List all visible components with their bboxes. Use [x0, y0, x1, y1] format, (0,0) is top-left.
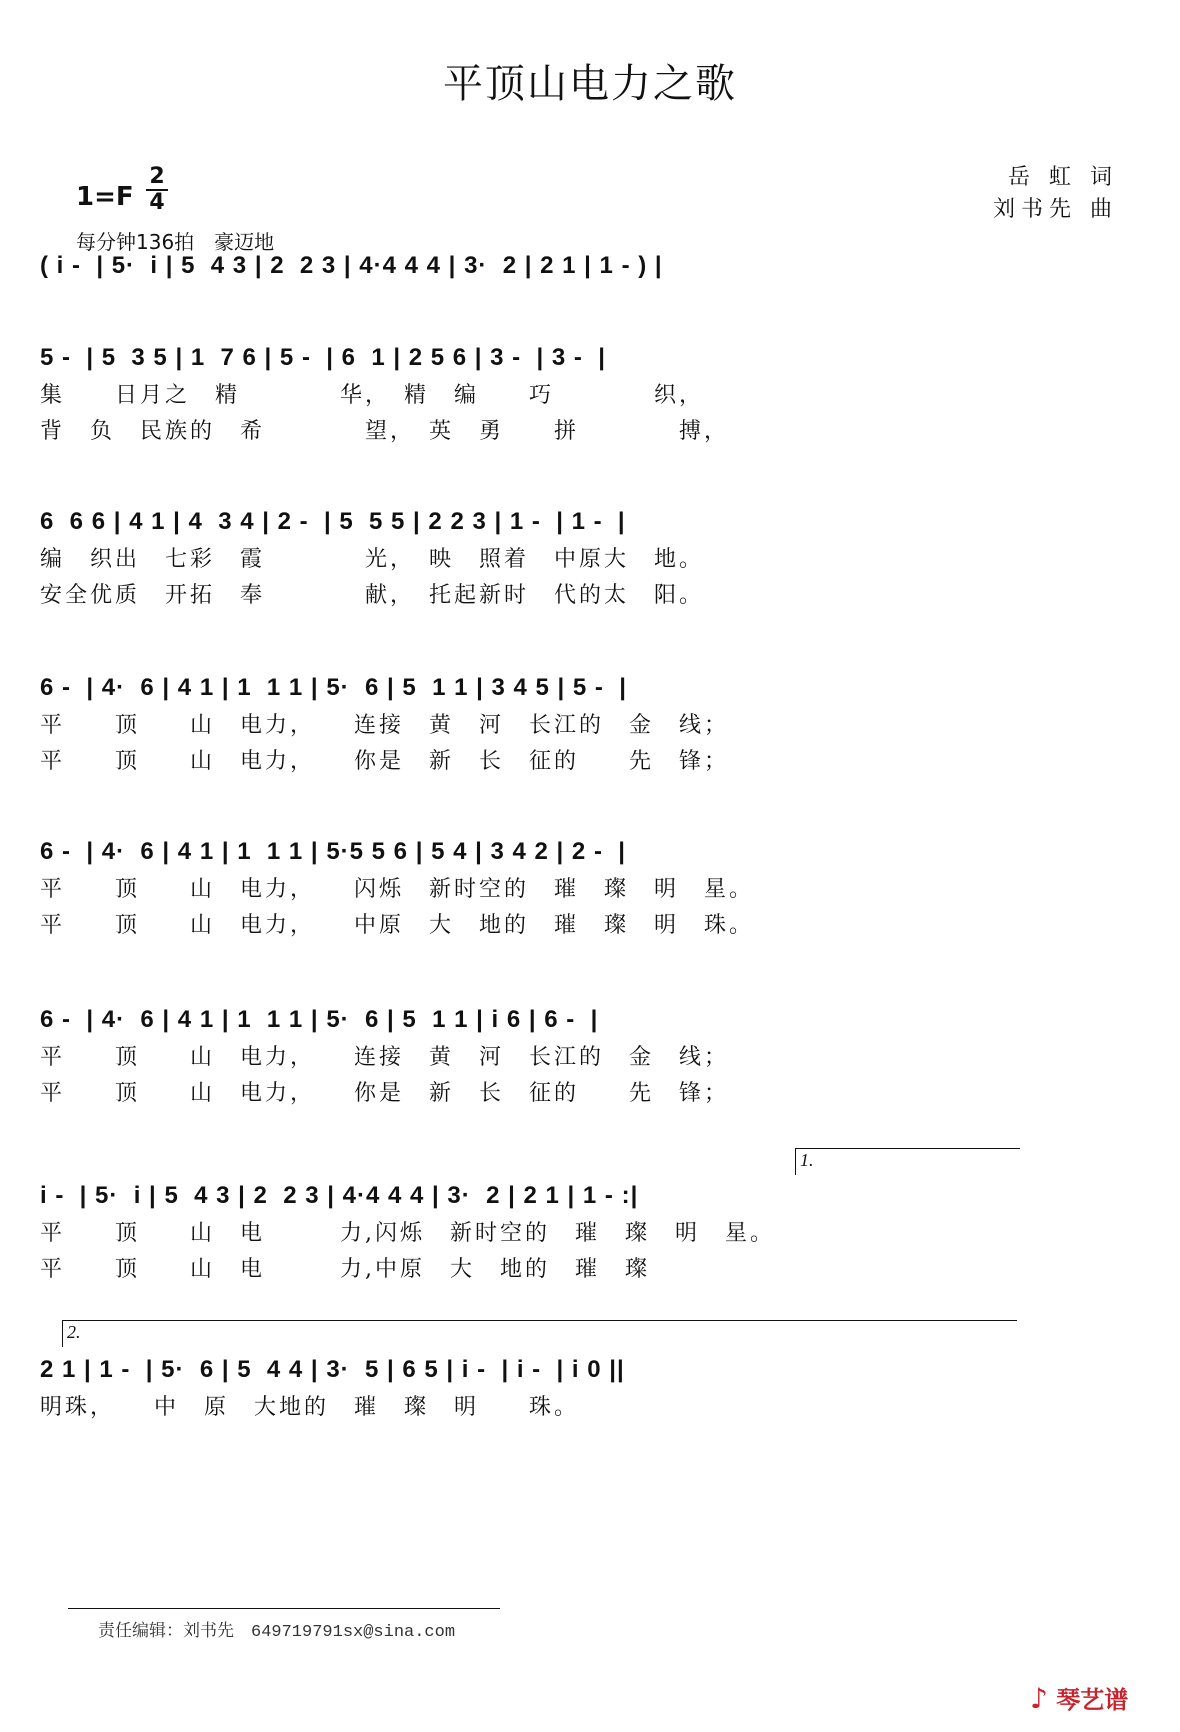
notation-line: 5 - | 5 3 5 | 1 7 6 | 5 - | 6 1 | 2 5 6 | 3 - | 3 - | [40, 344, 606, 371]
notation-line: 6 6 6 | 4 1 | 4 3 4 | 2 - | 5 5 5 | 2 2 3 | 1 - | 1 - | [40, 508, 626, 535]
time-signature [146, 166, 168, 214]
footer-divider [68, 1608, 500, 1609]
notation-line: 2 1 | 1 - | 5· 6 | 5 4 4 | 3· 5 | 6 5 | i - | i - | i 0 || [40, 1356, 625, 1383]
lyric-verse-2: 平 顶 山 电力， 你是 新 长 征的 先 锋； [40, 1081, 730, 1106]
score-system [40, 338, 1150, 450]
lyric-verse-1: 集 日月之 精 华， 精 编 巧 织， [40, 383, 705, 408]
logo-icon: ♪ [1030, 1682, 1048, 1715]
score-system [40, 502, 1150, 614]
lyric-verse-1: 明珠， 中 原 大地的 璀 璨 明 珠。 [40, 1395, 580, 1420]
notation-line: i - | 5· i | 5 4 3 | 2 2 3 | 4·4 4 4 | 3· 2 | 2 1 | 1 - :| [40, 1182, 639, 1209]
notation-line: 6 - | 4· 6 | 4 1 | 1 1 1 | 5· 6 | 5 1 1 | 3 4 5 | 5 - | [40, 674, 627, 701]
lyricist-credit: 岳 虹 词 [1008, 165, 1118, 190]
time-signature-bottom: 4 [149, 190, 165, 215]
notation-line: 6 - | 4· 6 | 4 1 | 1 1 1 | 5·5 5 6 | 5 4 | 3 4 2 | 2 - | [40, 838, 626, 865]
site-logo [1030, 1680, 1128, 1715]
editor-credit: 责任编辑：刘书先 649719791sx@sina.com [98, 1623, 456, 1642]
first-ending-bracket: 1. [795, 1148, 1020, 1175]
lyric-verse-2: 平 顶 山 电 力,中原 大 地的 璀 璨 [40, 1257, 650, 1282]
second-ending-bracket: 2. [62, 1320, 1017, 1347]
score-system [40, 1176, 1150, 1288]
lyric-verse-1: 平 顶 山 电力， 闪烁 新时空的 璀 璨 明 星。 [40, 877, 755, 902]
notation-line: ( i - | 5· i | 5 4 3 | 2 2 3 | 4·4 4 4 | 3· 2 | 2 1 | 1 - ) | [40, 252, 663, 279]
score-system [40, 1000, 1150, 1112]
tempo-marking: 每分钟136拍 豪迈地 [76, 230, 275, 254]
score-system [40, 832, 1150, 944]
score-system [40, 668, 1150, 780]
composer-credit: 刘书先 曲 [993, 197, 1118, 222]
lyric-verse-1: 平 顶 山 电力， 连接 黄 河 长江的 金 线； [40, 1045, 730, 1070]
lyric-verse-2: 平 顶 山 电力， 你是 新 长 征的 先 锋； [40, 749, 730, 774]
score-system-final [40, 1350, 1150, 1426]
lyric-verse-1: 平 顶 山 电 力,闪烁 新时空的 璀 璨 明 星。 [40, 1221, 775, 1246]
lyric-verse-2: 背 负 民族的 希 望， 英 勇 拼 搏， [40, 419, 730, 444]
time-signature-top: 2 [149, 164, 165, 189]
score-system-intro [40, 246, 1150, 286]
key-signature: 1=F [76, 182, 134, 212]
logo-text: 琴艺谱 [1056, 1686, 1129, 1714]
notation-line: 6 - | 4· 6 | 4 1 | 1 1 1 | 5· 6 | 5 1 1 | i 6 | 6 - | [40, 1006, 599, 1033]
song-title: 平顶山电力之歌 [443, 61, 737, 107]
lyric-verse-2: 平 顶 山 电力， 中原 大 地的 璀 璨 明 珠。 [40, 913, 755, 938]
lyric-verse-1: 平 顶 山 电力， 连接 黄 河 长江的 金 线； [40, 713, 730, 738]
lyric-verse-1: 编 织出 七彩 霞 光， 映 照着 中原大 地。 [40, 547, 705, 572]
lyric-verse-2: 安全优质 开拓 奉 献， 托起新时 代的太 阳。 [40, 583, 705, 608]
